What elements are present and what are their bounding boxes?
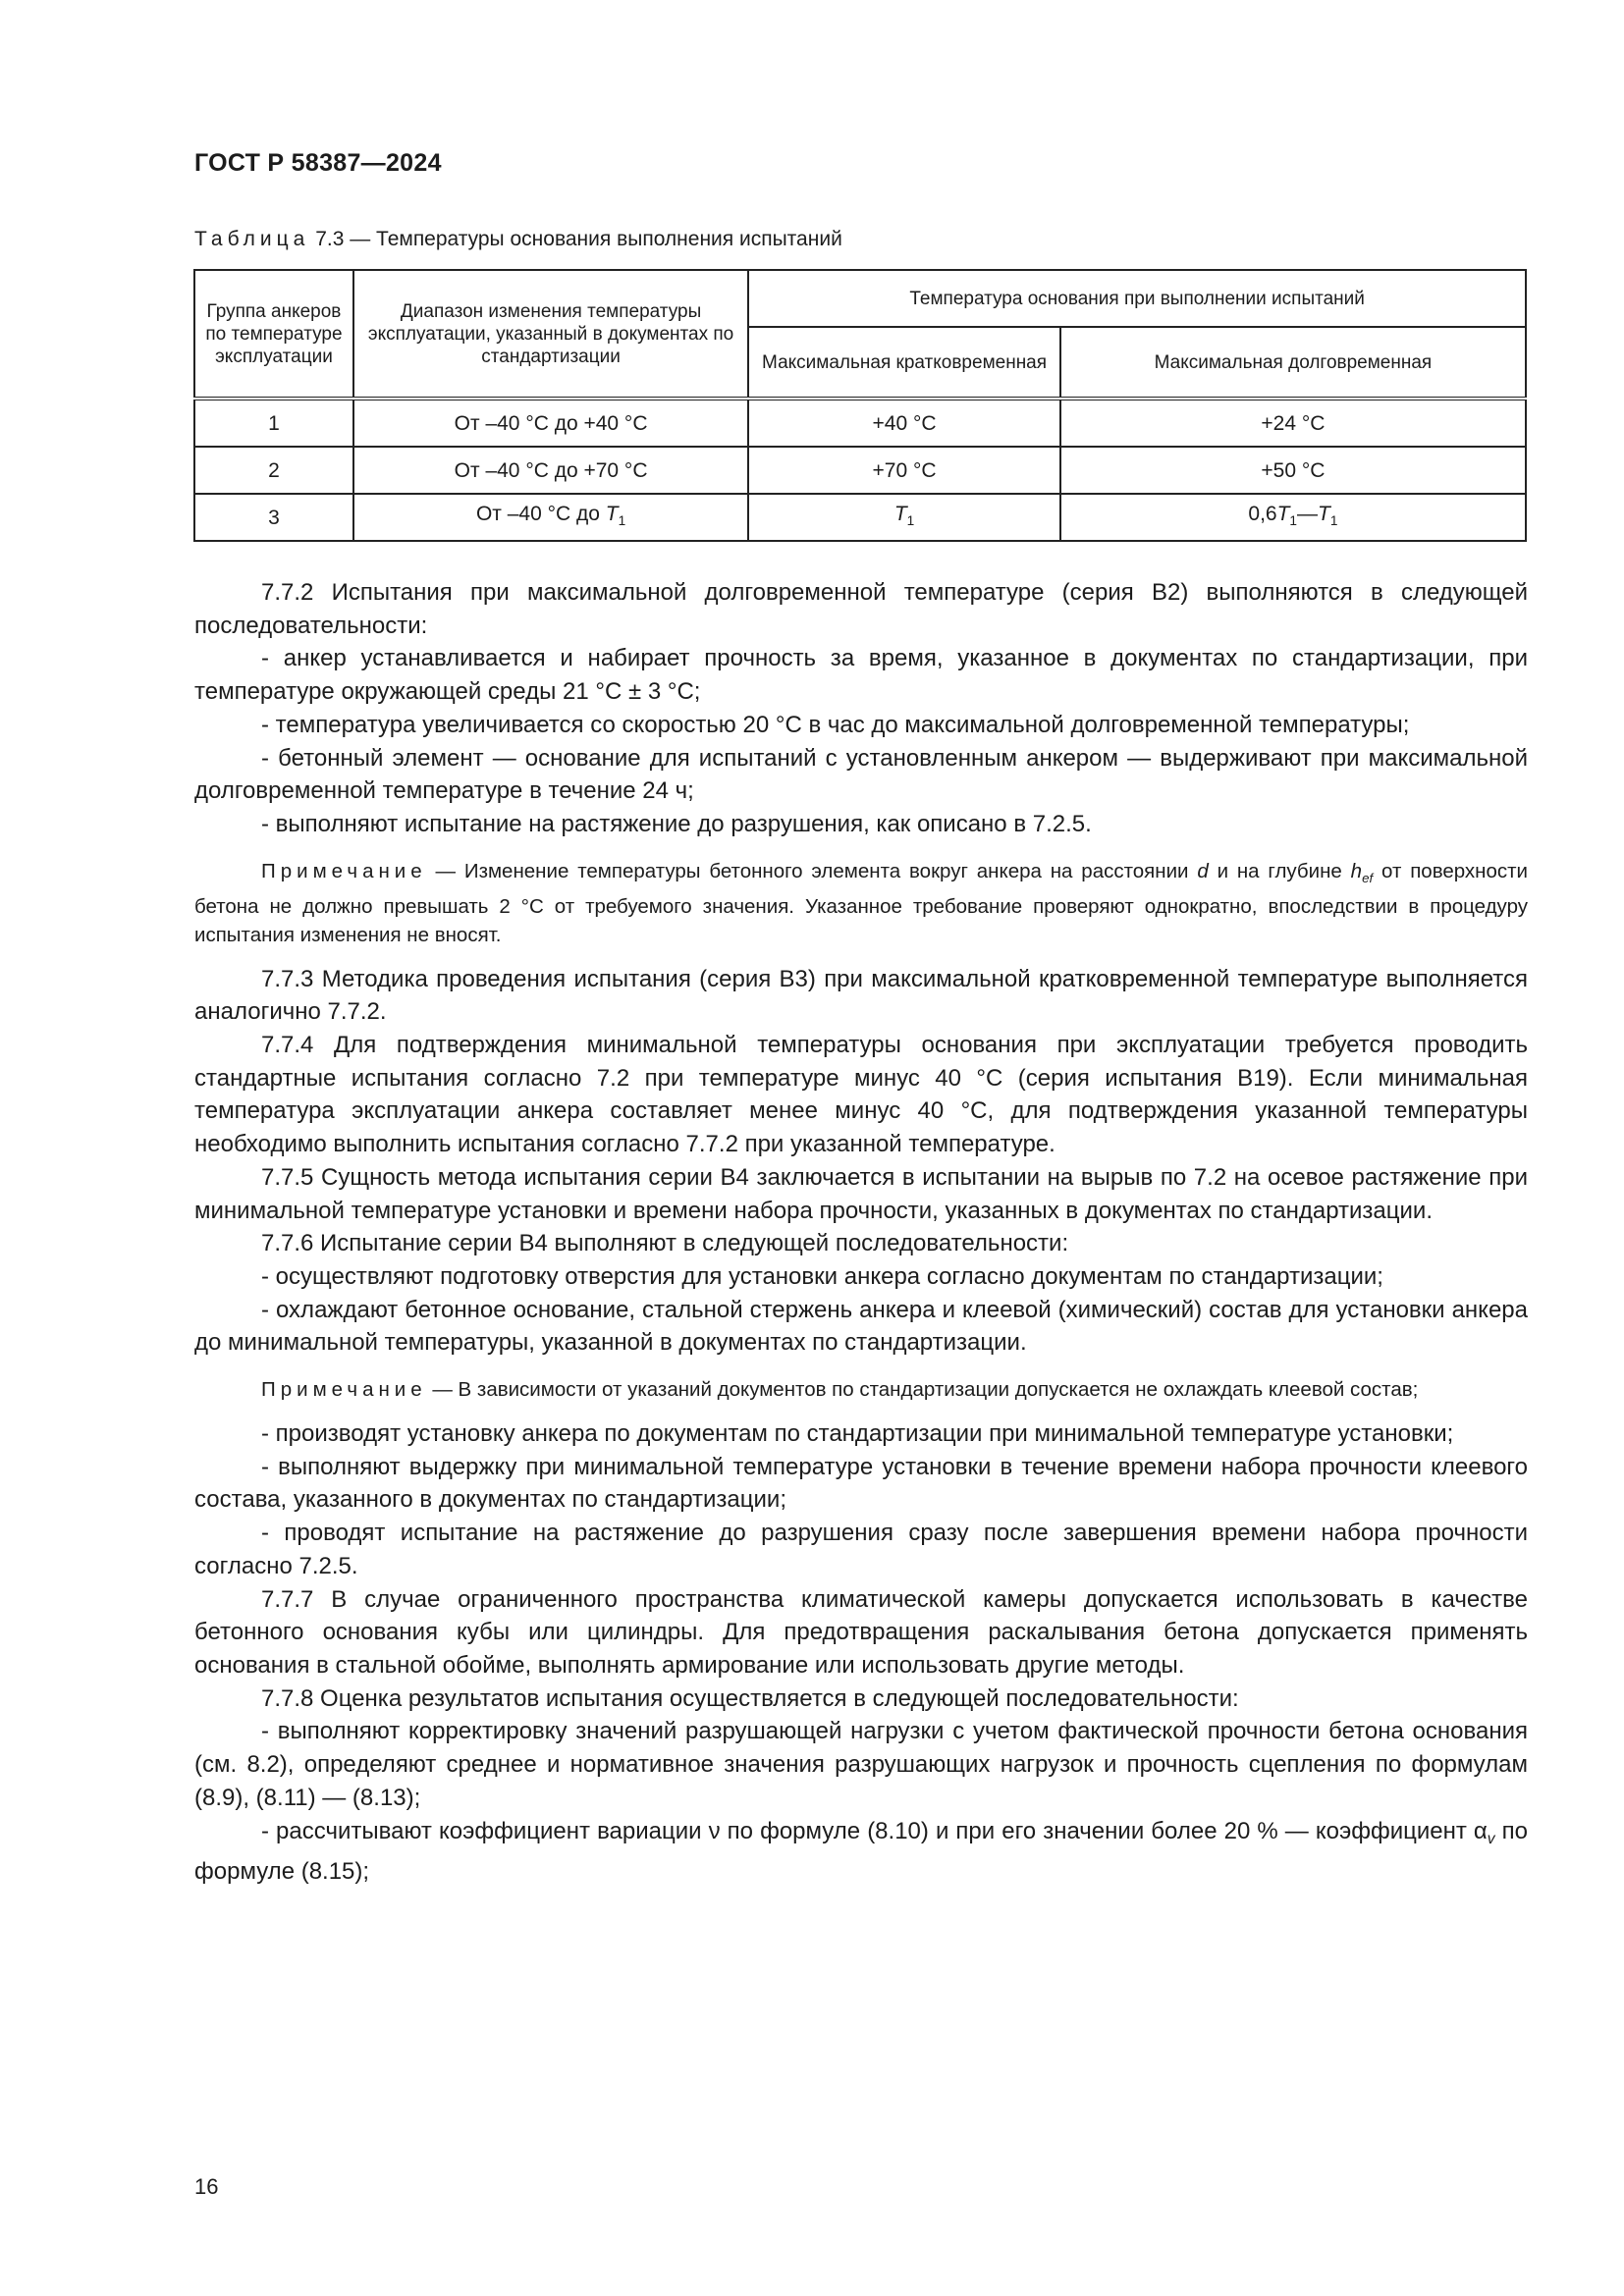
cell-short: +40 °С <box>748 399 1060 447</box>
paragraph: - бетонный элемент — основание для испытаний с установленным анкером — выдерживают при максимальной долговременной температуре в течение 24 ч; <box>194 744 1528 805</box>
table-caption <box>194 228 842 251</box>
var-t: T <box>605 503 619 525</box>
cell-short: +70 °С <box>748 447 1060 494</box>
cell-group: 3 <box>194 494 353 541</box>
header-range: Диапазон изменения температуры эксплуатации, указанный в документах по стандартизации <box>353 270 748 399</box>
paragraph: 7.7.7 В случае ограниченного пространства климатической камеры допускается использовать в качестве бетонного основания кубы или цилиндры. Для предотвращения раскалывания бетона допускается применять основания в стальной обойме, выполнять армирование или использовать другие методы. <box>194 1585 1528 1679</box>
header-max-short: Максимальная кратковременная <box>748 327 1060 399</box>
cell-group: 2 <box>194 447 353 494</box>
note-1: Примечание — Изменение температуры бетонного элемента вокруг анкера на расстоянии d и на глубине $h_{ef}$ от поверхности бетона не должно превышать 2 °С от требуемого значения. Указанное требование проверяют однократно, впоследствии в процедуру испытания изменения не вносят. <box>194 859 1528 946</box>
cell-long: +50 °С <box>1060 447 1526 494</box>
paragraph: 7.7.4 Для подтверждения минимальной температуры основания при эксплуатации требуется проводить стандартные испытания согласно 7.2 при температуре минус 40 °С (серия испытания В19). Если минимальная температура эксплуатации анкера составляет менее минус 40 °С, для подтверждения указанной температуры необходимо выполнить испытания согласно 7.7.2 при указанной температуре. <box>194 1032 1528 1158</box>
var-t: T <box>893 503 907 525</box>
header-base-temp: Температура основания при выполнении испытаний <box>748 270 1526 327</box>
table-row <box>194 399 1526 447</box>
paragraph: - выполняют испытание на растяжение до разрушения, как описано в 7.2.5. <box>261 810 1092 837</box>
table-caption-label: Таблица <box>194 228 310 250</box>
paragraph: - выполняют корректировку значений разрушающей нагрузки с учетом фактической прочности бетона основания (см. 8.2), определяют среднее и нормативное значения разрушающих нагрузок и прочность сцепления по формулам (8.9), (8.11) — (8.13); <box>194 1718 1528 1811</box>
header-max-long: Максимальная долговременная <box>1060 327 1526 399</box>
dash: — <box>1297 503 1319 525</box>
coef: 0,6 <box>1248 503 1277 525</box>
document-header: ГОСТ Р 58387—2024 <box>194 149 442 177</box>
body-text <box>194 576 1528 1889</box>
table-row <box>194 447 1526 494</box>
cell-short <box>748 494 1060 541</box>
cell-range: От –40 °С до +40 °С <box>353 399 748 447</box>
var-sub: 1 <box>1329 513 1338 528</box>
page-number: 16 <box>194 2174 219 2199</box>
cell-group: 1 <box>194 399 353 447</box>
paragraph: - рассчитывают коэффициент вариации ν по формуле (8.10) и при его значении более 20 % — коэффициент $\alpha_v$ по формуле (8.15); <box>194 1817 1529 1886</box>
paragraph: 7.7.6 Испытание серии В4 выполняют в следующей последовательности: <box>261 1230 1069 1257</box>
note-2: Примечание — В зависимости от указаний документов по стандартизации допускается не охлаждать клеевой состав; <box>261 1378 1419 1402</box>
table-row <box>194 494 1526 541</box>
var-t: T <box>1276 503 1290 525</box>
var-sub: 1 <box>618 513 626 528</box>
paragraph: - производят установку анкера по документам по стандартизации при минимальной температуре установки; <box>261 1420 1454 1448</box>
var-sub: 1 <box>906 513 915 528</box>
paragraph: - проводят испытание на растяжение до разрушения сразу после завершения времени набора прочности согласно 7.2.5. <box>194 1520 1528 1579</box>
range-prefix: От –40 °С до <box>475 503 606 525</box>
note-label: Примечание <box>261 859 427 882</box>
paragraph: - анкер устанавливается и набирает прочность за время, указанное в документах по стандартизации, при температуре окружающей среды 21 °С ± 3 °С; <box>194 645 1528 706</box>
paragraph: 7.7.2 Испытания при максимальной долговременной температуре (серия В2) выполняются в следующей последовательности: <box>194 579 1528 639</box>
var-sub: 1 <box>1289 513 1298 528</box>
cell-range <box>353 494 748 541</box>
paragraph: - температура увеличивается со скоростью 20 °С в час до максимальной долговременной температуры; <box>261 711 1410 738</box>
cell-long: +24 °С <box>1060 399 1526 447</box>
header-group: Группа анкеров по температуре эксплуатации <box>194 270 353 399</box>
table-caption-text: 7.3 — Температуры основания выполнения испытаний <box>315 228 842 250</box>
paragraph: - осуществляют подготовку отверстия для установки анкера согласно документам по стандартизации; <box>261 1262 1383 1290</box>
temperature-table <box>193 269 1527 542</box>
paragraph: 7.7.8 Оценка результатов испытания осуществляется в следующей последовательности: <box>261 1684 1239 1712</box>
paragraph: - охлаждают бетонное основание, стальной стержень анкера и клеевой (химический) состав для установки анкера до минимальной температуры, указанной в документах по стандартизации. <box>194 1296 1528 1357</box>
cell-range: От –40 °С до +70 °С <box>353 447 748 494</box>
paragraph: 7.7.3 Методика проведения испытания (серия В3) при максимальной кратковременной температуре выполняется аналогично 7.7.2. <box>194 965 1528 1026</box>
paragraph: - выполняют выдержку при минимальной температуре установки в течение времени набора прочности клеевого состава, указанного в документах по стандартизации; <box>194 1453 1528 1514</box>
paragraph: 7.7.5 Сущность метода испытания серии В4 заключается в испытании на вырыв по 7.2 на осевое растяжение при минимальной температуре установки и времени набора прочности, указанных в документах по стандартизации. <box>194 1163 1528 1224</box>
cell-long <box>1060 494 1526 541</box>
var-t: T <box>1318 503 1330 525</box>
note-label: Примечание <box>261 1378 427 1402</box>
